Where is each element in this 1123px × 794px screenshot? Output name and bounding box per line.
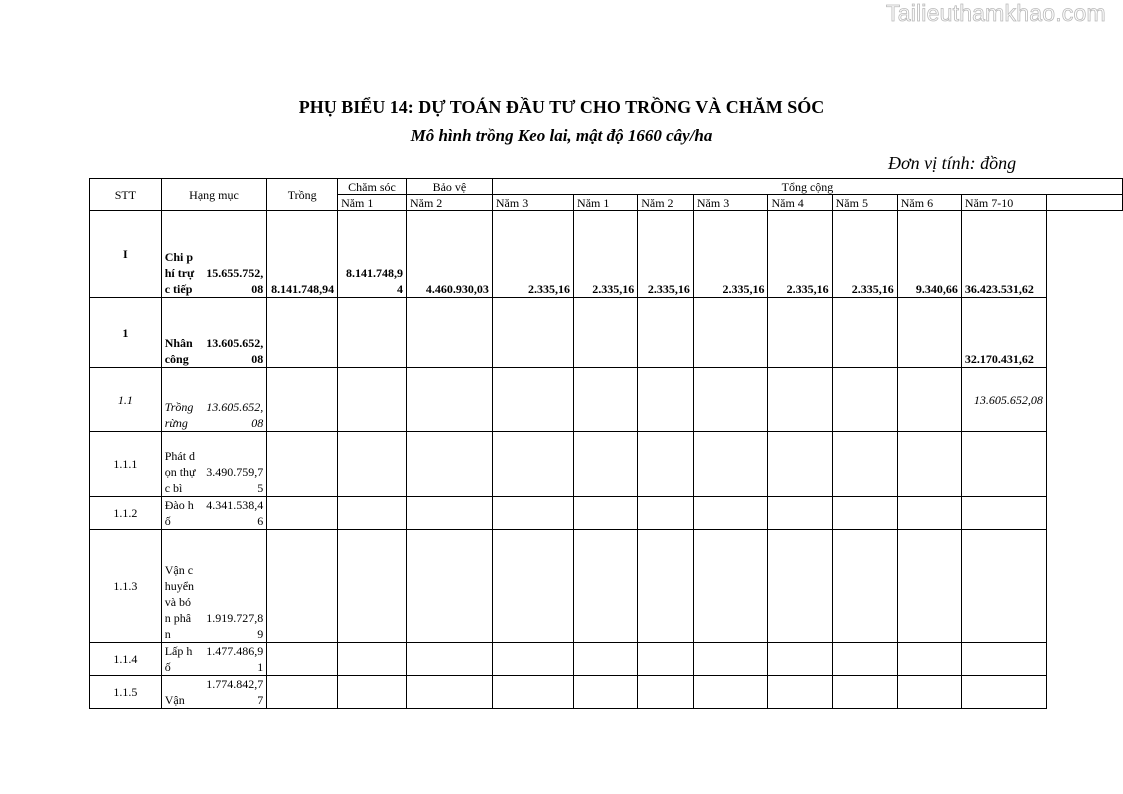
- row-total: 36.423.531,62: [961, 211, 1046, 298]
- table-row: [90, 298, 1123, 368]
- row-value: [768, 676, 832, 709]
- row-trong: 1.774.842,77: [200, 676, 267, 709]
- row-total: [961, 530, 1046, 643]
- header-year: Năm 5: [832, 195, 897, 211]
- row-value: [338, 643, 407, 676]
- row-total: [961, 676, 1046, 709]
- row-value: 2.335,16: [832, 211, 897, 298]
- row-value: 2.335,16: [768, 211, 832, 298]
- row-value: 2.335,16: [638, 211, 694, 298]
- row-value: [832, 497, 897, 530]
- row-value: [768, 298, 832, 368]
- row-value: [574, 298, 638, 368]
- header-year: Năm 2: [406, 195, 492, 211]
- row-value: [693, 432, 768, 497]
- row-value: [574, 530, 638, 643]
- table-row: [90, 368, 1123, 432]
- row-value: [406, 432, 492, 497]
- row-total: 13.605.652,08: [961, 368, 1046, 432]
- row-value: [338, 676, 407, 709]
- header-cham-soc: Chăm sóc: [338, 179, 407, 195]
- row-value: [768, 643, 832, 676]
- row-value: [897, 298, 961, 368]
- row-value: [267, 298, 338, 368]
- row-value: [897, 643, 961, 676]
- row-value: [267, 368, 338, 432]
- row-value: [693, 643, 768, 676]
- row-value: [693, 497, 768, 530]
- row-label: Vận chuyển và bón phân: [161, 530, 200, 643]
- row-value: [897, 368, 961, 432]
- row-value: [406, 643, 492, 676]
- row-value: [832, 368, 897, 432]
- row-trong: 3.490.759,75: [200, 432, 267, 497]
- row-value: [574, 643, 638, 676]
- row-value: [492, 298, 573, 368]
- row-total: 32.170.431,62: [961, 298, 1046, 368]
- row-value: [338, 530, 407, 643]
- row-value: [832, 432, 897, 497]
- row-value: [832, 298, 897, 368]
- row-value: [638, 676, 694, 709]
- row-value: 2.335,16: [574, 211, 638, 298]
- row-value: [832, 643, 897, 676]
- header-year: Năm 7-10: [961, 195, 1046, 211]
- header-row-1: [90, 179, 1123, 195]
- row-value: [406, 497, 492, 530]
- row-value: [406, 676, 492, 709]
- row-value: [574, 497, 638, 530]
- row-stt: 1.1.1: [90, 432, 162, 497]
- unit-label: Đơn vị tính: đồng: [888, 153, 1017, 173]
- header-trong: Trồng: [267, 179, 338, 211]
- header-year: Năm 1: [574, 195, 638, 211]
- row-value: [693, 676, 768, 709]
- row-label: Phát dọn thực bì: [161, 432, 200, 497]
- row-value: [638, 497, 694, 530]
- header-year: Năm 2: [638, 195, 694, 211]
- row-value: [492, 497, 573, 530]
- row-value: [574, 676, 638, 709]
- row-value: [638, 368, 694, 432]
- table-row: [90, 530, 1123, 643]
- row-trong: 13.605.652,08: [200, 368, 267, 432]
- row-value: 2.335,16: [492, 211, 573, 298]
- row-value: [492, 530, 573, 643]
- row-total: [961, 643, 1046, 676]
- row-value: [492, 432, 573, 497]
- row-stt: 1.1.4: [90, 643, 162, 676]
- budget-table: [89, 178, 1123, 709]
- row-trong: 1.477.486,91: [200, 643, 267, 676]
- row-value: [574, 432, 638, 497]
- table-row: [90, 432, 1123, 497]
- row-label: Lấp hố: [161, 643, 200, 676]
- row-value: [338, 298, 407, 368]
- row-value: [638, 432, 694, 497]
- row-stt: 1: [90, 298, 162, 368]
- row-stt: 1.1.3: [90, 530, 162, 643]
- row-value: 2.335,16: [693, 211, 768, 298]
- page-title: PHỤ BIỂU 14: DỰ TOÁN ĐẦU TƯ CHO TRỒNG VÀ CHĂM SÓC: [298, 97, 825, 117]
- row-stt: 1.1.5: [90, 676, 162, 709]
- row-value: [406, 298, 492, 368]
- row-value: [768, 432, 832, 497]
- row-value: [267, 643, 338, 676]
- row-value: [768, 497, 832, 530]
- header-bao-ve: Bảo vệ: [406, 179, 492, 195]
- row-value: [693, 298, 768, 368]
- row-label: Nhân công: [161, 298, 200, 368]
- row-value: [638, 643, 694, 676]
- header-year: Năm 4: [768, 195, 832, 211]
- row-value: [897, 432, 961, 497]
- row-value: [897, 530, 961, 643]
- row-label: Đào hố: [161, 497, 200, 530]
- row-label: Vận: [161, 676, 200, 709]
- row-value: 8.141.748,94: [267, 211, 338, 298]
- row-value: [492, 676, 573, 709]
- table-row: [90, 211, 1123, 298]
- row-stt: 1.1.2: [90, 497, 162, 530]
- table-row: [90, 497, 1123, 530]
- header-stt: STT: [90, 179, 162, 211]
- row-value: [338, 368, 407, 432]
- row-value: [338, 432, 407, 497]
- row-total: [961, 432, 1046, 497]
- row-value: [693, 368, 768, 432]
- row-value: [693, 530, 768, 643]
- header-total-blank: [1046, 195, 1122, 211]
- row-value: [638, 530, 694, 643]
- row-trong: 1.919.727,89: [200, 530, 267, 643]
- row-trong: 4.341.538,46: [200, 497, 267, 530]
- row-total: [961, 497, 1046, 530]
- table-row: [90, 643, 1123, 676]
- row-label: Chi phí trực tiếp: [161, 211, 200, 298]
- row-value: 4.460.930,03: [406, 211, 492, 298]
- row-value: [267, 676, 338, 709]
- row-value: [267, 530, 338, 643]
- row-value: [832, 530, 897, 643]
- header-year: Năm 6: [897, 195, 961, 211]
- row-value: [638, 298, 694, 368]
- header-year: Năm 1: [338, 195, 407, 211]
- header-year: Năm 3: [693, 195, 768, 211]
- header-hang-muc: Hạng mục: [161, 179, 267, 211]
- row-value: [267, 497, 338, 530]
- header-tong-cong: Tổng cộng: [492, 179, 1122, 195]
- row-value: [267, 432, 338, 497]
- row-value: [897, 497, 961, 530]
- row-stt: I: [90, 211, 162, 298]
- watermark: Tailieuthamkhao.com: [886, 0, 1106, 26]
- row-value: [492, 643, 573, 676]
- table-row: [90, 676, 1123, 709]
- row-value: 9.340,66: [897, 211, 961, 298]
- row-value: 8.141.748,94: [338, 211, 407, 298]
- page-subtitle: Mô hình trồng Keo lai, mật độ 1660 cây/ha: [410, 126, 713, 145]
- header-year: Năm 3: [492, 195, 573, 211]
- row-trong: 15.655.752,08: [200, 211, 267, 298]
- row-value: [832, 676, 897, 709]
- row-value: [338, 497, 407, 530]
- row-value: [768, 530, 832, 643]
- row-value: [406, 530, 492, 643]
- row-value: [492, 368, 573, 432]
- row-value: [574, 368, 638, 432]
- row-stt: 1.1: [90, 368, 162, 432]
- row-trong: 13.605.652,08: [200, 298, 267, 368]
- row-label: Trồng rừng: [161, 368, 200, 432]
- row-value: [406, 368, 492, 432]
- row-value: [897, 676, 961, 709]
- row-value: [768, 368, 832, 432]
